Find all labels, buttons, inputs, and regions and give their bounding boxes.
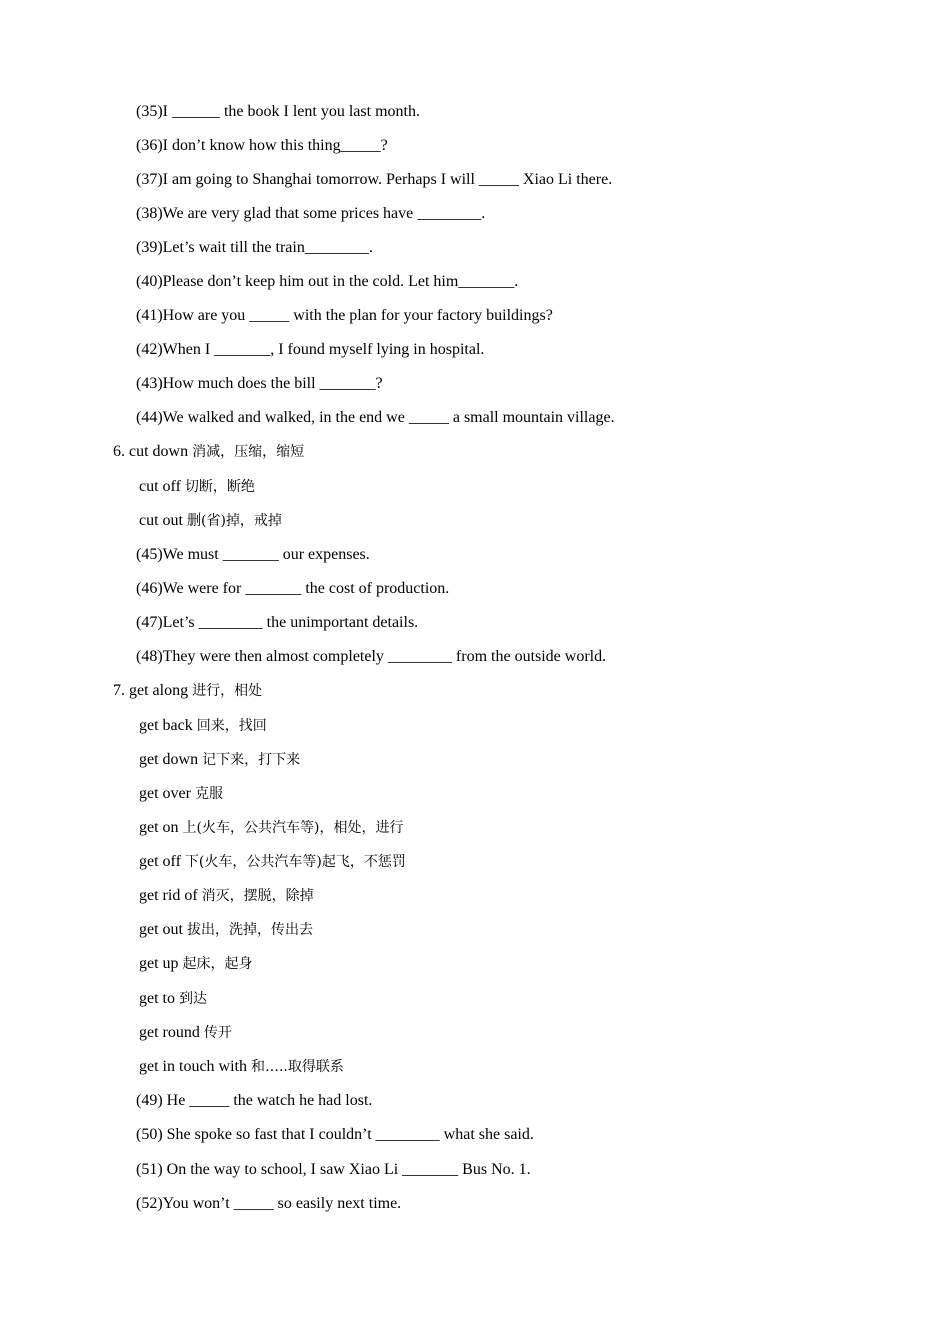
phrase-en: get out [139, 921, 183, 938]
question-42: (42)When I _______, I found myself lying in hospital. [136, 341, 485, 358]
phrase-cut-out [139, 511, 282, 531]
question-44: (44)We walked and walked, in the end we _____ a small mountain village. [136, 409, 615, 426]
phrase-get-down [139, 750, 300, 770]
question-38: (38)We are very glad that some prices have ________. [136, 205, 486, 222]
phrase-cn: 起床，起身 [182, 956, 253, 972]
question-51: (51) On the way to school, I saw Xiao Li _______ Bus No. 1. [136, 1161, 531, 1178]
phrase-cn: 回来，找回 [196, 718, 267, 734]
phrase-get-back [139, 716, 267, 736]
question-46: (46)We were for _______ the cost of production. [136, 580, 450, 597]
phrase-cn: 和…..取得联系 [250, 1059, 344, 1075]
question-47: (47)Let’s ________ the unimportant details. [136, 614, 419, 631]
question-48: (48)They were then almost completely ________ from the outside world. [136, 648, 607, 665]
phrase-cn: 下(火车，公共汽车等)起飞，不惩罚 [184, 854, 406, 870]
question-41: (41)How are you _____ with the plan for your factory buildings? [136, 307, 553, 324]
section-7-phrase: 7. get along [113, 682, 189, 699]
question-52: (52)You won’t _____ so easily next time. [136, 1195, 402, 1212]
phrase-get-over [139, 784, 223, 804]
phrase-cn: 上(火车，公共汽车等)，相处，进行 [182, 820, 404, 836]
phrase-cn: 拔出，洗掉，传出去 [187, 922, 313, 938]
section-7-meaning: 进行，相处 [192, 683, 263, 699]
phrase-get-off [139, 852, 406, 872]
section-7-heading [113, 681, 262, 701]
phrase-cn: 克服 [194, 786, 223, 802]
phrase-cn: 删(省)掉，戒掉 [187, 513, 282, 529]
question-35: (35)I ______ the book I lent you last month. [136, 103, 420, 120]
question-40: (40)Please don’t keep him out in the cold. Let him_______. [136, 273, 519, 290]
question-43: (43)How much does the bill _______? [136, 375, 383, 392]
phrase-get-rid-of [139, 886, 314, 906]
phrase-cn: 切断，断绝 [184, 479, 255, 495]
phrase-en: get over [139, 785, 191, 802]
phrase-cn: 消灭，摆脱，除掉 [201, 888, 314, 904]
phrase-en: get on [139, 819, 179, 836]
section-6-phrase: 6. cut down [113, 443, 189, 460]
section-6-meaning: 消减，压缩，缩短 [192, 444, 305, 460]
phrase-en: get round [139, 1024, 200, 1041]
phrase-en: get in touch with [139, 1058, 247, 1075]
phrase-en: get rid of [139, 887, 198, 904]
phrase-get-up [139, 954, 253, 974]
phrase-en: cut out [139, 512, 183, 529]
phrase-cn: 记下来，打下来 [202, 752, 301, 768]
phrase-en: get down [139, 751, 199, 768]
phrase-cut-off [139, 477, 255, 497]
phrase-cn: 到达 [179, 991, 207, 1007]
question-37: (37)I am going to Shanghai tomorrow. Perhaps I will _____ Xiao Li there. [136, 171, 613, 188]
question-50: (50) She spoke so fast that I couldn’t ________ what she said. [136, 1126, 534, 1143]
phrase-en: get off [139, 853, 181, 870]
phrase-en: get up [139, 955, 179, 972]
question-39: (39)Let’s wait till the train________. [136, 239, 373, 256]
question-49: (49) He _____ the watch he had lost. [136, 1092, 373, 1109]
phrase-get-out [139, 920, 313, 940]
phrase-get-to [139, 989, 207, 1009]
question-36: (36)I don’t know how this thing_____? [136, 137, 388, 154]
phrase-get-in-touch-with [139, 1057, 344, 1077]
phrase-cn: 传开 [203, 1025, 232, 1041]
question-45: (45)We must _______ our expenses. [136, 546, 370, 563]
phrase-en: get to [139, 990, 175, 1007]
phrase-en: cut off [139, 478, 181, 495]
phrase-get-on [139, 818, 403, 838]
section-6-heading [113, 442, 304, 462]
phrase-en: get back [139, 717, 193, 734]
phrase-get-round [139, 1023, 232, 1043]
